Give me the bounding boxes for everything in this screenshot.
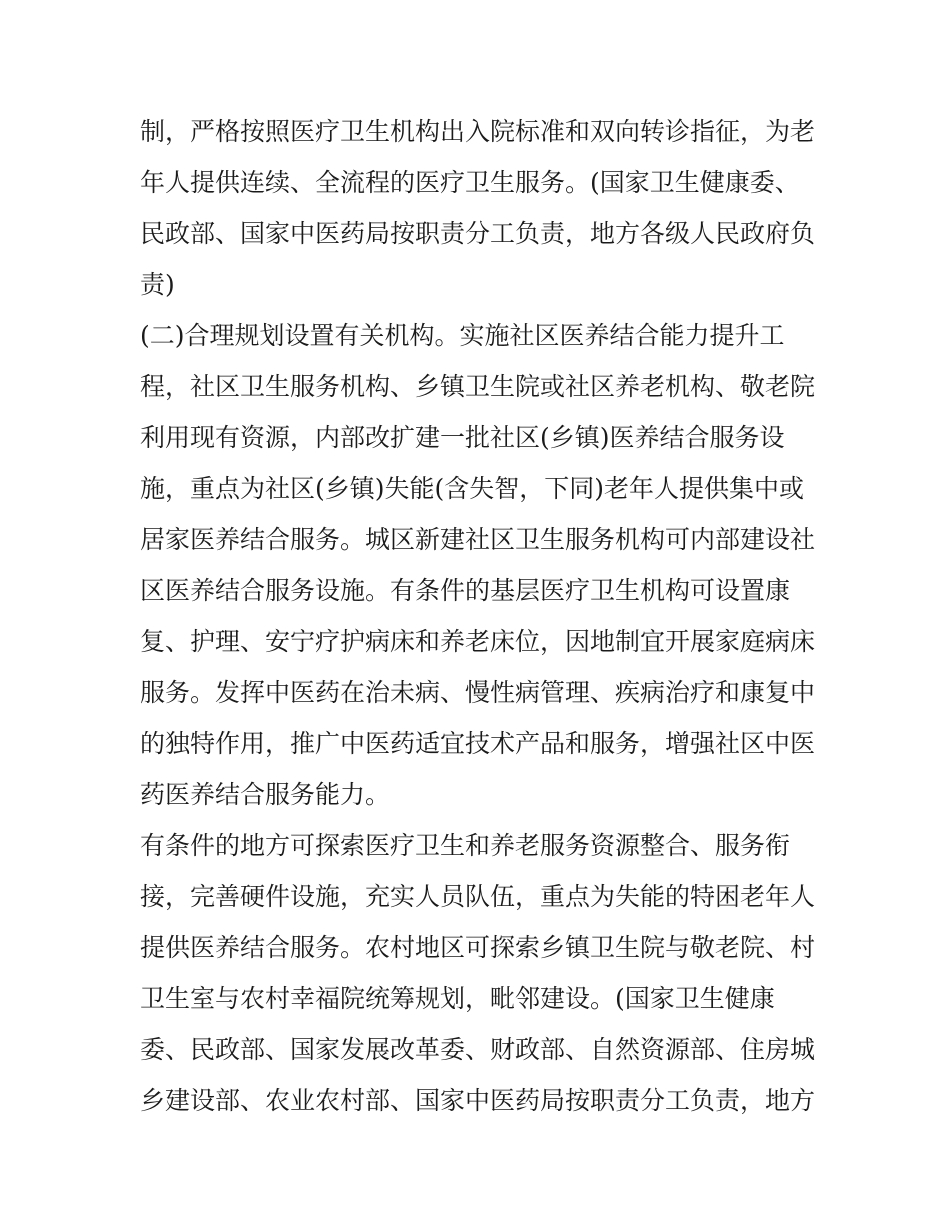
text-line: 年人提供连续、全流程的医疗卫生服务。(国家卫生健康委、 <box>140 168 800 197</box>
text-line: 居家医养结合服务。城区新建社区卫生服务机构可内部建设社 <box>140 525 816 554</box>
text-line: 提供医养结合服务。农村地区可探索乡镇卫生院与敬老院、村 <box>140 933 816 962</box>
text-line: 服务。发挥中医药在治未病、慢性病管理、疾病治疗和康复中 <box>140 678 816 707</box>
text-line: 民政部、国家中医药局按职责分工负责，地方各级人民政府负 <box>140 219 816 248</box>
text-line: 责) <box>140 270 175 299</box>
text-line: 接，完善硬件设施，充实人员队伍，重点为失能的特困老年人 <box>140 882 816 911</box>
text-line: 委、民政部、国家发展改革委、财政部、自然资源部、住房城 <box>140 1035 816 1064</box>
text-line: 复、护理、安宁疗护病床和养老床位，因地制宜开展家庭病床 <box>140 627 816 656</box>
text-line: 药医养结合服务能力。 <box>140 780 391 809</box>
text-line: (二)合理规划设置有关机构。实施社区医养结合能力提升工 <box>140 321 785 350</box>
text-line: 施，重点为社区(乡镇)失能(含失智，下同)老年人提供集中或 <box>140 474 805 503</box>
text-line: 的独特作用，推广中医药适宜技术产品和服务，增强社区中医 <box>140 729 816 758</box>
text-line: 乡建设部、农业农村部、国家中医药局按职责分工负责，地方 <box>140 1086 816 1115</box>
text-line: 卫生室与农村幸福院统筹规划，毗邻建设。(国家卫生健康 <box>140 984 775 1013</box>
body-text <box>140 106 820 1126</box>
text-line: 利用现有资源，内部改扩建一批社区(乡镇)医养结合服务设 <box>140 423 785 452</box>
text-line: 区医养结合服务设施。有条件的基层医疗卫生机构可设置康 <box>140 576 791 605</box>
text-line: 程，社区卫生服务机构、乡镇卫生院或社区养老机构、敬老院 <box>140 372 816 401</box>
text-line: 有条件的地方可探索医疗卫生和养老服务资源整合、服务衔 <box>140 831 791 860</box>
text-line: 制，严格按照医疗卫生机构出入院标准和双向转诊指征，为老 <box>140 117 816 146</box>
